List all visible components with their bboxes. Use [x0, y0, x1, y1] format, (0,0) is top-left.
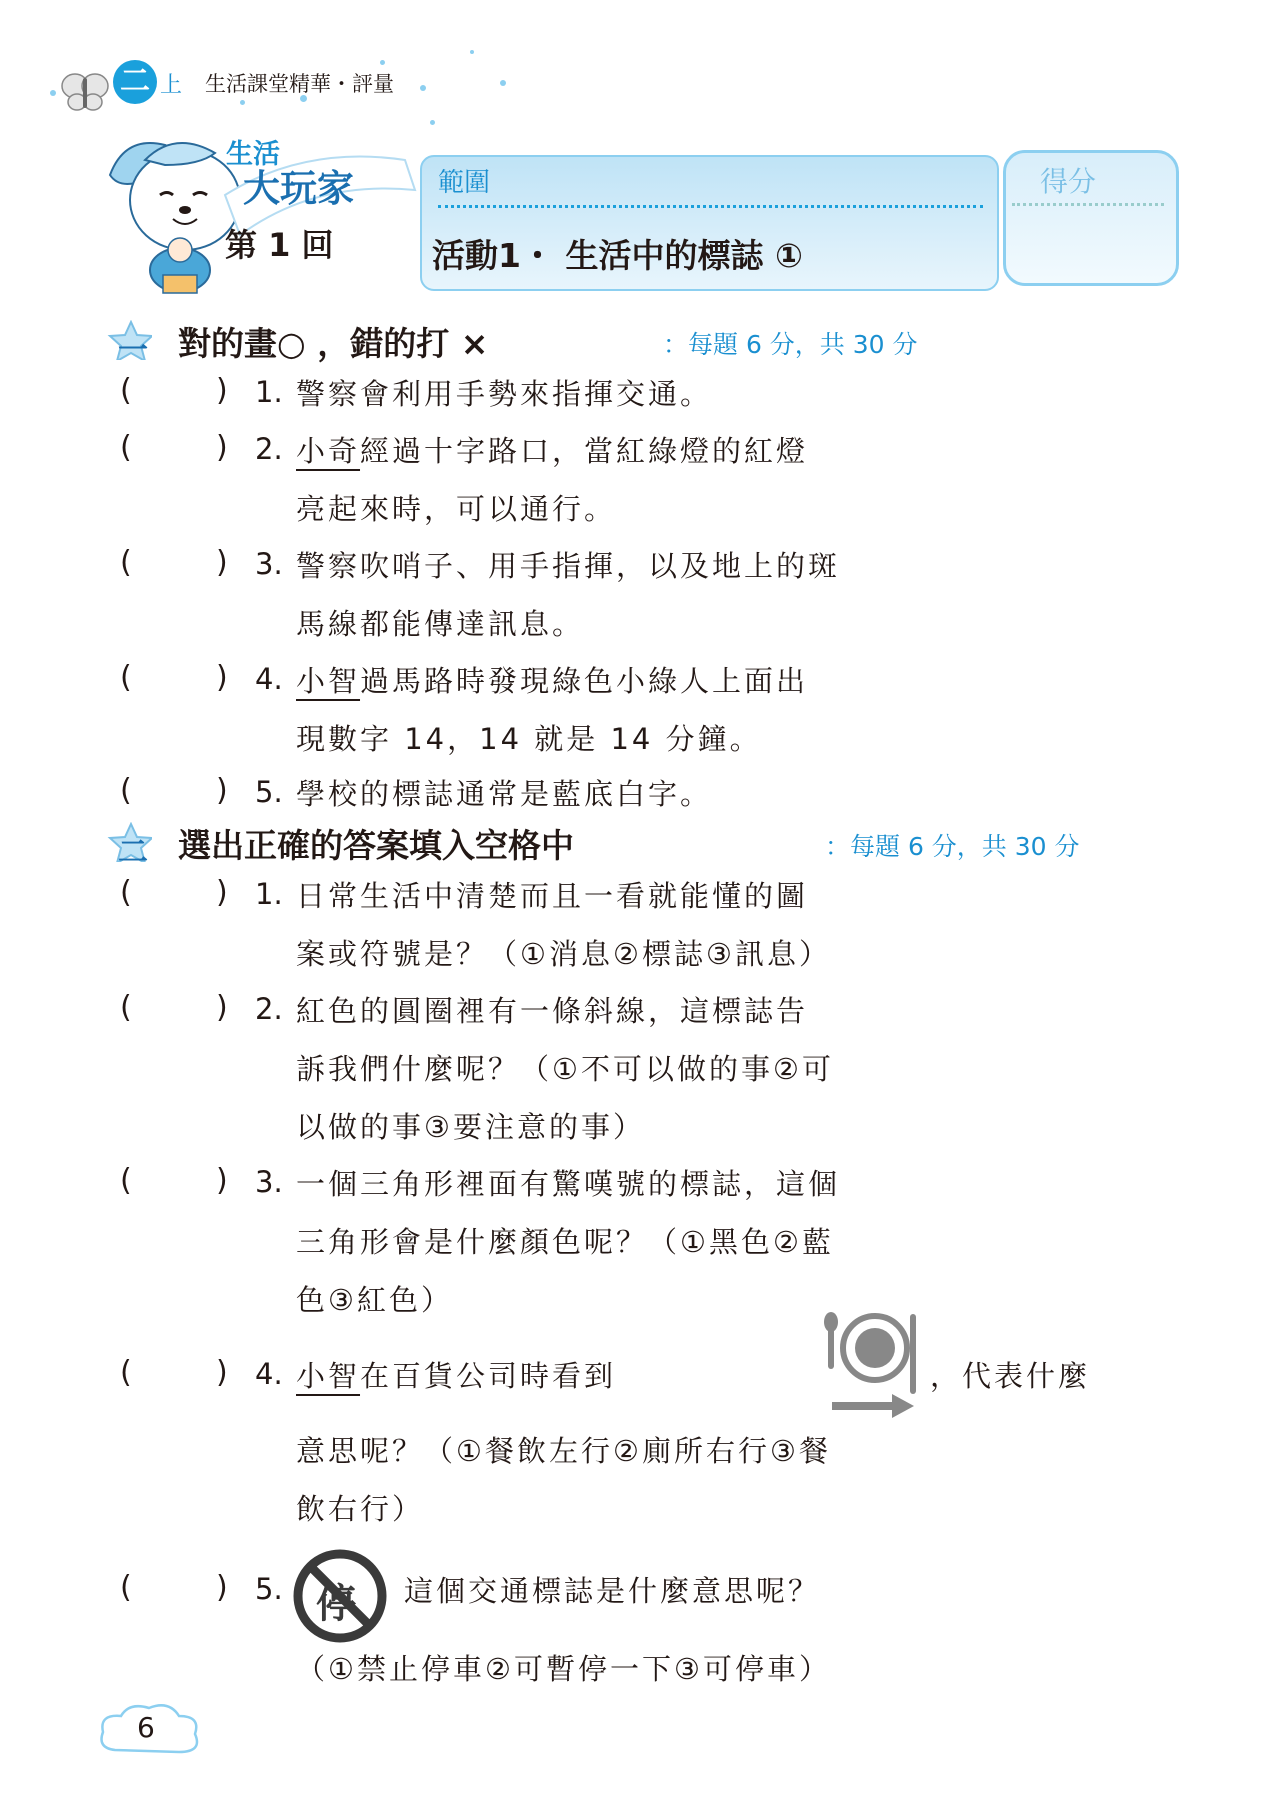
s1-q2-line-2: 亮起來時，可以通行。	[296, 492, 617, 526]
s2-q2-line-1: 紅色的圓圈裡有一條斜線，這標誌告	[296, 994, 809, 1028]
dining-sign-icon	[822, 1310, 922, 1422]
section-2-title: 選出正確的答案填入空格中	[178, 826, 574, 865]
s2-q3-answer-box[interactable]	[140, 1163, 215, 1203]
s1-q3-line-2: 馬線都能傳達訊息。	[296, 607, 585, 641]
s2-q2-line-3: 以做的事③要注意的事）	[296, 1110, 645, 1144]
s2-q1-line-1: 日常生活中清楚而且一看就能懂的圖	[296, 879, 809, 913]
section-1-points: ：每題 6 分，共 30 分	[663, 330, 918, 359]
answer-paren-close: )	[216, 990, 228, 1025]
mascot-title-top: 生活	[226, 139, 280, 170]
person-name: 小智	[296, 664, 361, 698]
s1-q4-line-2: 現數字 14，14 就是 14 分鐘。	[296, 722, 762, 756]
answer-paren-close: )	[216, 430, 228, 465]
answer-paren-open: (	[120, 1570, 132, 1605]
s1-q4-number: 4.	[255, 662, 283, 696]
answer-paren-open: (	[120, 430, 132, 465]
s1-q1-answer-box[interactable]	[140, 373, 215, 413]
section-1-title: 對的畫○ ，錯的打 ×	[178, 324, 489, 363]
s2-q3-line-3: 色③紅色）	[296, 1283, 453, 1317]
answer-paren-close: )	[216, 373, 228, 408]
s2-q4-line-1b: ，代表什麼	[930, 1359, 1091, 1393]
s2-q5-number: 5.	[255, 1572, 283, 1606]
s1-q2-number: 2.	[255, 432, 283, 466]
s1-q2-text: 經過十字路口，當紅綠燈的紅燈	[360, 434, 809, 468]
s1-q4-line-1	[296, 652, 808, 710]
s2-q4-line-2: 意思呢？（①餐飲左行②廁所右行③餐	[296, 1434, 831, 1468]
s2-q1-line-2: 案或符號是？（①消息②標誌③訊息）	[296, 937, 831, 971]
answer-paren-close: )	[216, 545, 228, 580]
s2-q5-line-2: （①禁止停車②可暫停一下③可停車）	[296, 1652, 831, 1686]
s2-q4-answer-box[interactable]	[140, 1355, 215, 1395]
answer-paren-close: )	[216, 1163, 228, 1198]
range-label: 範圍	[438, 168, 491, 198]
person-name: 小奇	[296, 434, 361, 468]
s2-q2-line-2: 訴我們什麼呢？（①不可以做的事②可	[296, 1052, 834, 1086]
answer-paren-open: (	[120, 545, 132, 580]
s2-q3-line-1: 一個三角形裡面有驚嘆號的標誌，這個	[296, 1167, 841, 1201]
section-2-number: 二	[118, 835, 148, 870]
s1-q2-answer-box[interactable]	[140, 430, 215, 470]
butterfly-icon	[60, 68, 110, 113]
s1-q1-text: 警察會利用手勢來指揮交通。	[296, 377, 713, 411]
score-input-area[interactable]	[1012, 215, 1164, 271]
answer-paren-open: (	[120, 773, 132, 808]
s2-q3-number: 3.	[255, 1165, 283, 1199]
s2-q3-line-2: 三角形會是什麼顏色呢？（①黑色②藍	[296, 1225, 834, 1259]
s2-q1-number: 1.	[255, 877, 283, 911]
s1-q5-number: 5.	[255, 775, 283, 809]
section-1-number: 一	[118, 333, 148, 368]
range-divider	[438, 205, 983, 208]
answer-paren-close: )	[216, 773, 228, 808]
book-title: 生活課堂精華・評量	[205, 72, 394, 96]
answer-paren-close: )	[216, 660, 228, 695]
s1-q1-number: 1.	[255, 375, 283, 409]
s2-q1-answer-box[interactable]	[140, 875, 215, 915]
answer-paren-open: (	[120, 373, 132, 408]
s1-q4-answer-box[interactable]	[140, 660, 215, 700]
s1-q2-line-1	[296, 422, 808, 480]
s1-q3-answer-box[interactable]	[140, 545, 215, 585]
answer-paren-open: (	[120, 875, 132, 910]
s1-q3-line-1: 警察吹哨子、用手指揮，以及地上的斑	[296, 549, 841, 583]
s2-q4-line-1	[296, 1347, 616, 1405]
no-parking-sign-text: 停	[316, 1581, 356, 1627]
page-number: 6	[137, 1711, 155, 1744]
semester-label: 上	[160, 73, 183, 98]
score-divider	[1012, 203, 1164, 206]
s2-q4-line-3: 飲右行）	[296, 1492, 425, 1526]
range-text: 活動1・ 生活中的標誌 ①	[432, 236, 803, 275]
answer-paren-close: )	[216, 1570, 228, 1605]
answer-paren-close: )	[216, 1355, 228, 1390]
s2-q4-number: 4.	[255, 1357, 283, 1391]
section-2-points: ：每題 6 分，共 30 分	[825, 832, 1080, 861]
answer-paren-open: (	[120, 1163, 132, 1198]
person-name: 小智	[296, 1359, 361, 1393]
s1-q3-number: 3.	[255, 547, 283, 581]
s2-q5-line-1: 這個交通標誌是什麼意思呢？	[404, 1574, 821, 1608]
s1-q4-text: 過馬路時發現綠色小綠人上面出	[360, 664, 809, 698]
answer-paren-open: (	[120, 660, 132, 695]
answer-paren-open: (	[120, 990, 132, 1025]
s1-q5-text: 學校的標誌通常是藍底白字。	[296, 777, 713, 811]
s2-q5-answer-box[interactable]	[140, 1570, 215, 1610]
answer-paren-close: )	[216, 875, 228, 910]
s2-q2-number: 2.	[255, 992, 283, 1026]
answer-paren-open: (	[120, 1355, 132, 1390]
grade-badge: 二	[113, 60, 157, 104]
round-label: 第 1 回	[225, 226, 334, 264]
score-label: 得分	[1040, 165, 1097, 198]
mascot-title-main: 大玩家	[243, 166, 354, 210]
s2-q4-text: 在百貨公司時看到	[360, 1359, 617, 1393]
s1-q5-answer-box[interactable]	[140, 773, 215, 813]
s2-q2-answer-box[interactable]	[140, 990, 215, 1030]
